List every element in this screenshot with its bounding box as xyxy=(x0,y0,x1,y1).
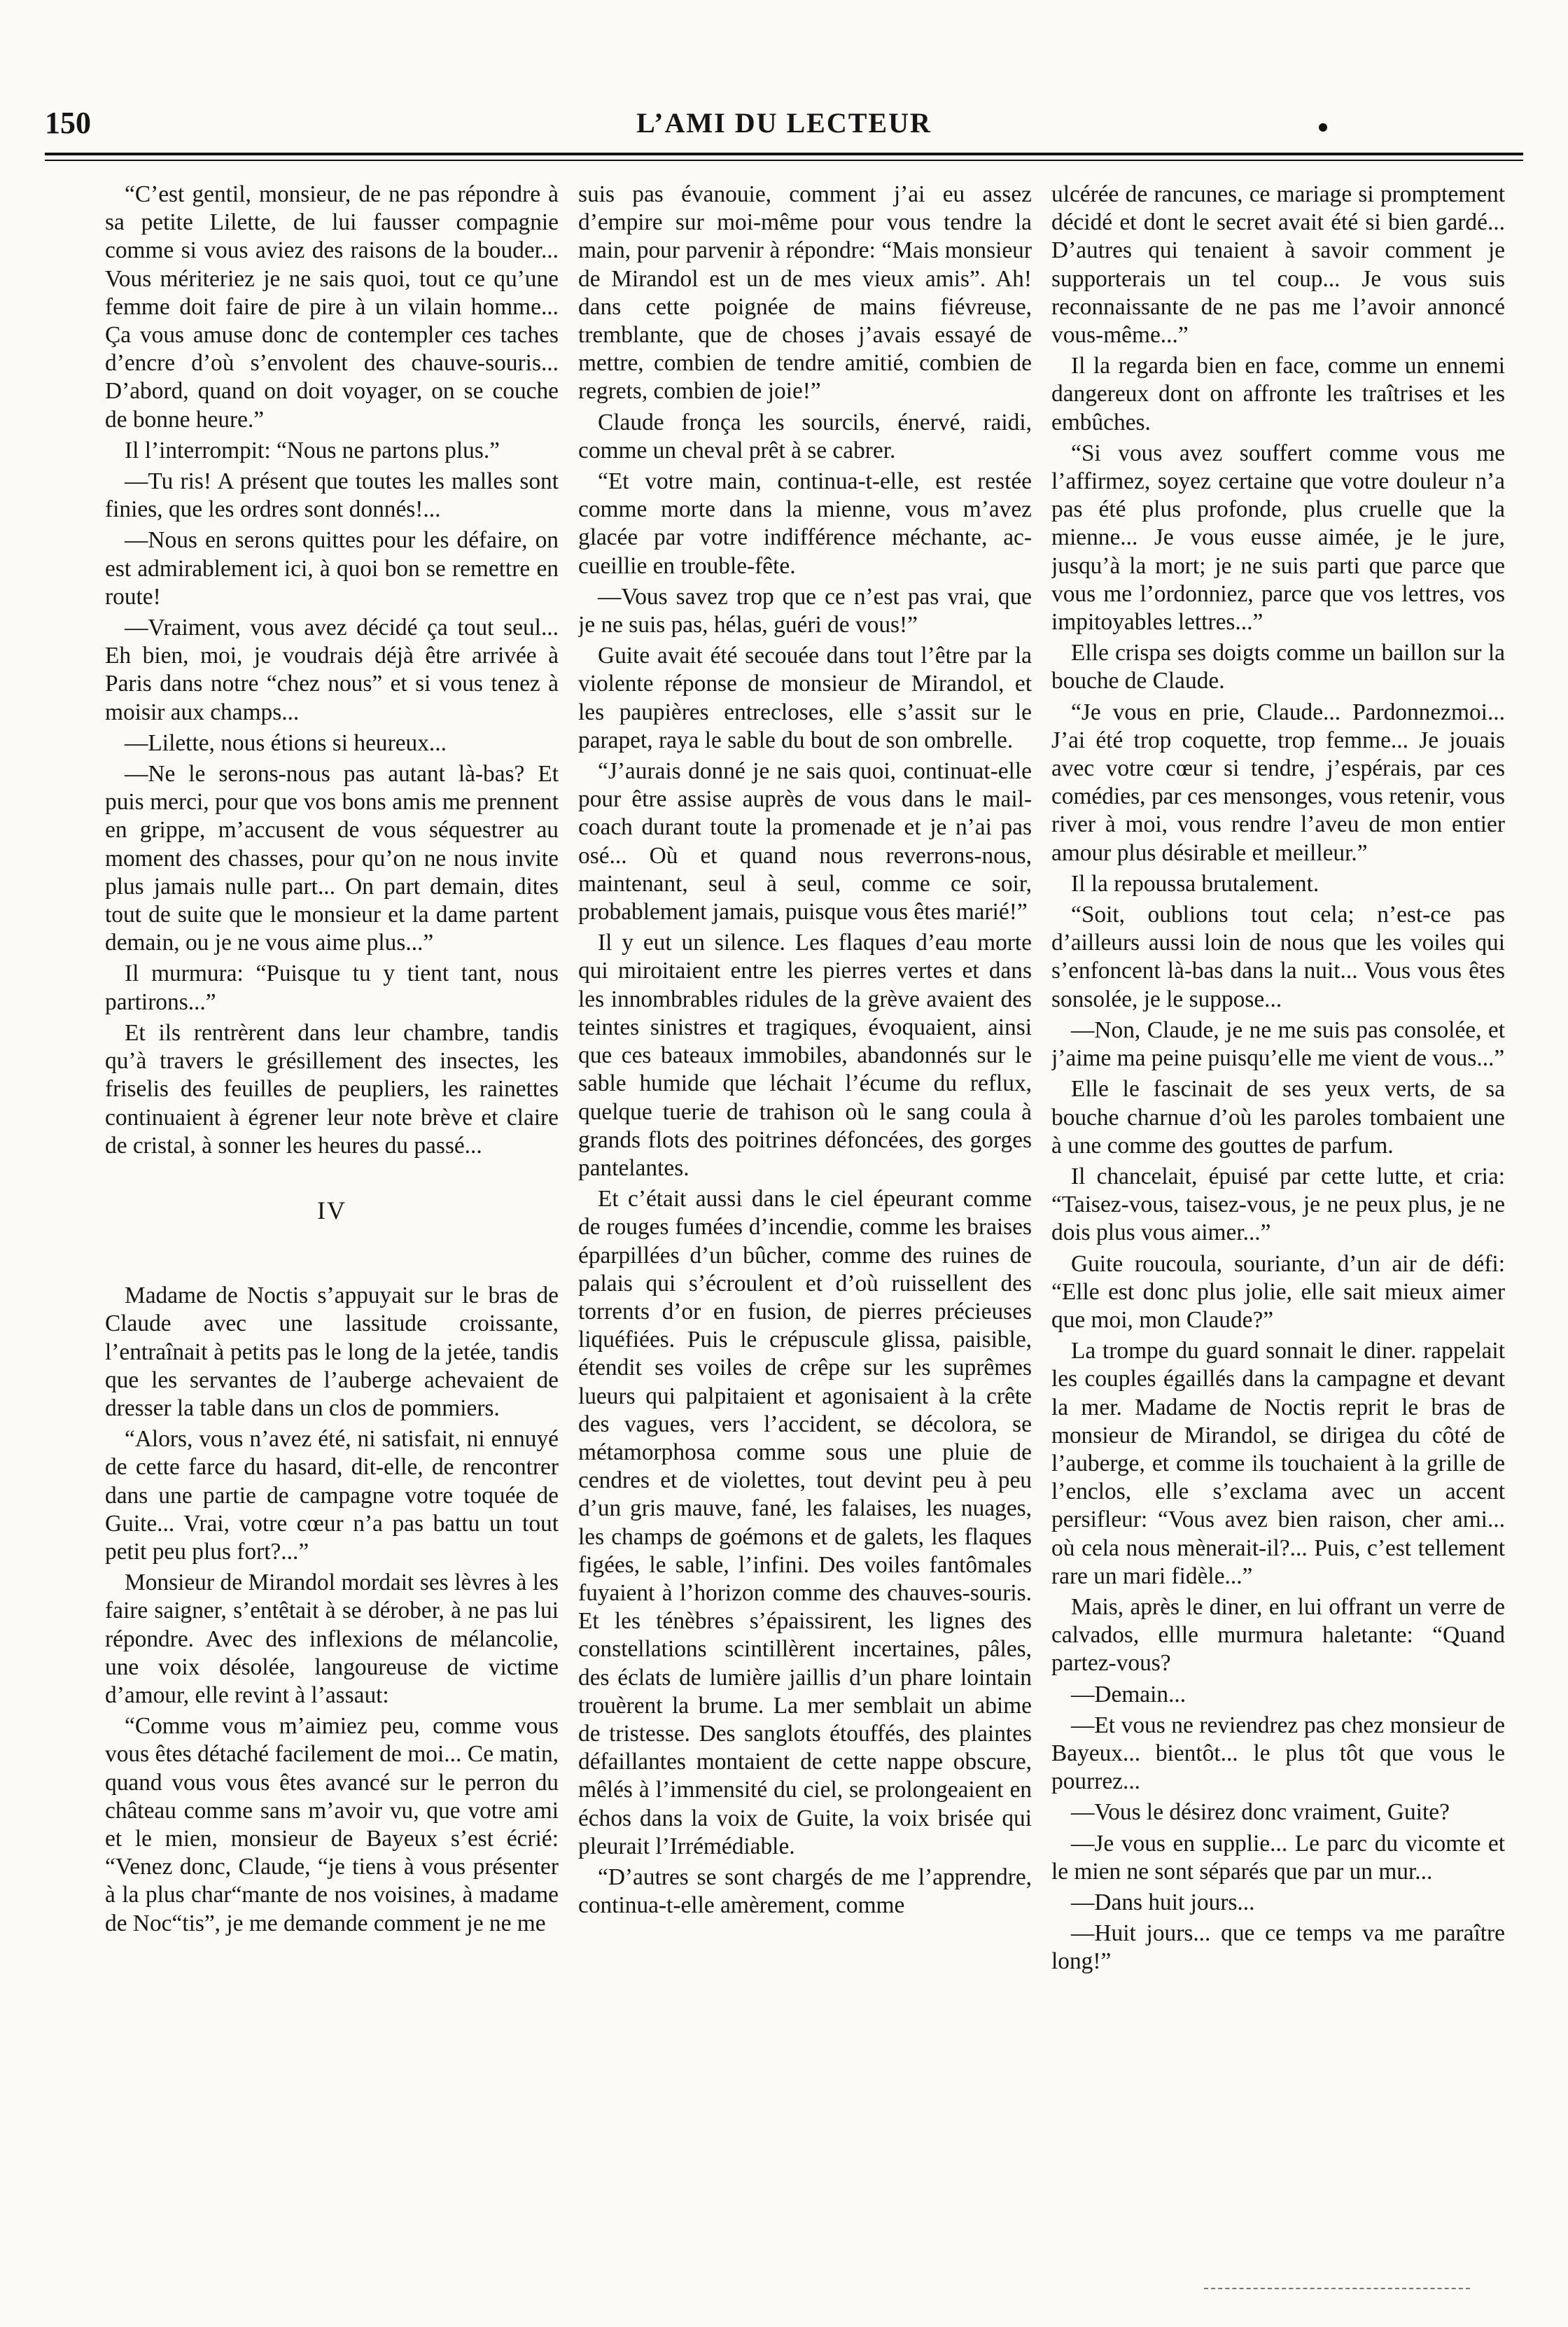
paragraph: suis pas évanouie, comment j’ai eu assez d’empire sur moi-même pour vous tendre la main, pour parvenir à répondre: “Mais monsieur de Mirandol est un de mes vieux amis”. Ah! dans cette poignée de mains fiévreuse, tremblante, que de choses j’avais essayé de mettre, combien de tendre amitié, combien de regrets, combien de joie!” xyxy=(578,181,1032,405)
paragraph: —Vraiment, vous avez décidé ça tout seul... Eh bien, moi, je voudrais déjà être arrivée à Paris dans notre “chez nous” et si vous tenez à moisir aux champs... xyxy=(105,615,559,725)
paragraph: —Je vous en supplie... Le parc du vicomte et le mien ne sont séparés que par un mur... xyxy=(1051,1830,1505,1885)
paragraph: “Et votre main, continua-t-elle, est restée comme morte dans la mienne, vous m’avez glacée par votre indifférence méchante, accueillie en trouble-fête. xyxy=(578,468,1032,579)
paragraph: ulcérée de rancunes, ce mariage si promptement décidé et dont le secret avait été si bien gardé... D’autres qui tenaient à savoir comment je supporterais un tel coup... Je vous suis reconnaissante de ne pas me l’avoir annoncé vous-même...” xyxy=(1051,181,1505,349)
column-1 xyxy=(105,181,559,2302)
paragraph: —Nous en serons quittes pour les défaire, on est admirablement ici, à quoi bon se remettre en route! xyxy=(105,527,559,610)
page-number: 150 xyxy=(45,106,91,140)
paragraph: Elle crispa ses doigts comme un baillon sur la bouche de Claude. xyxy=(1051,640,1505,694)
paragraph: Mais, après le diner, en lui offrant un verre de calvados, ellle murmura haletante: “Quand partez-vous? xyxy=(1051,1593,1505,1677)
paragraph: Monsieur de Mirandol mordait ses lèvres à les faire saigner, s’entêtait à se dérober, à ne pas lui répondre. Avec des inflexions de mélancolie, une voix désolée, langoureuse de victime d’amour, elle revint à l’assaut: xyxy=(105,1570,559,1708)
paragraph: “C’est gentil, monsieur, de ne pas répondre à sa petite Lilette, de lui fausser compagnie comme si vous aviez des raisons de la bouder... Vous mériteriez je ne sais quoi, tout ce qu’une femme doit faire de pire à un vilain homme... Ça vous amuse donc de contempler ces taches d’encre d’où s’envolent des chauve-souris... D’abord, quand on doit voyager, on se couche de bonne heure.” xyxy=(105,181,559,433)
paragraph: —Ne le serons-nous pas autant là-bas? Et puis merci, pour que vos bons amis me prennent en grippe, m’accusent de vous séquestrer au moment des chasses, pour qu’on ne nous invite plus jamais nulle part... On part demain, dites tout de suite que le monsieur et la dame partent demain, ou je ne vous aime plus...” xyxy=(105,761,559,956)
paragraph: —Dans huit jours... xyxy=(1071,1889,1255,1915)
paragraph: La trompe du guard sonnait le diner. rappelait les couples égaillés dans la campagne et devant la mer. Madame de Noctis reprit le bras de monsieur de Mirandol, se dirigea du côté de l’auberge, et comme ils touchaient à la grille de l’enclos, elle s’exclama avec un accent persifleur: “Vous avez bien raison, cher ami... où cela nous mènerait-il?... Puis, c’est tellement rare un mari fidèle...” xyxy=(1051,1338,1505,1589)
paragraph: “Alors, vous n’avez été, ni satisfait, ni ennuyé de cette farce du hasard, dit-elle, de rencontrer dans une partie de campagne votre toquée de Guite... Vrai, votre cœur n’a pas battu un tout petit peu plus fort?...” xyxy=(105,1426,559,1565)
paragraph: Elle le fascinait de ses yeux verts, de sa bouche charnue d’où les paroles tombaient une à une comme des gouttes de parfum. xyxy=(1051,1076,1505,1159)
paragraph: Claude fronça les sourcils, énervé, raidi, comme un cheval prêt à se cabrer. xyxy=(578,409,1032,463)
paragraph: —Huit jours... que ce temps va me paraître long!” xyxy=(1051,1920,1505,1975)
paragraph: —Lilette, nous étions si heureux... xyxy=(125,729,447,756)
paragraph: “D’autres se sont chargés de me l’apprendre, continua-t-elle amèrement, comme xyxy=(578,1864,1032,1919)
paragraph: Il l’interrompit: “Nous ne partons plus.” xyxy=(125,437,500,463)
paragraph: Guite roucoula, souriante, d’un air de défi: “Elle est donc plus jolie, elle sait mieux aimer que moi, mon Claude?” xyxy=(1051,1250,1505,1333)
paragraph: —Demain... xyxy=(1071,1681,1186,1707)
paragraph: Et ils rentrèrent dans leur chambre, tandis qu’à travers le grésillement des insectes, les friselis des feuilles de peupliers, les rainettes continuaient à égrener leur note brève et claire de cristal, à sonner les heures du passé... xyxy=(105,1019,559,1159)
paragraph: “Si vous avez souffert comme vous me l’affirmez, soyez certaine que votre douleur n’a pas été plus profonde, plus cruelle que la mienne... Je vous eusse aimée, je le jure, jusqu’à la mort; je ne suis parti que parce que vous me l’ordonniez, parce que vos lettres, vos impitoyables lettres...” xyxy=(1051,440,1505,636)
paragraph: Il chancelait, épuisé par cette lutte, et cria: “Taisez-vous, taisez-vous, je ne peux plus, je ne dois plus vous aimer...” xyxy=(1051,1163,1505,1246)
paragraph: Guite avait été secouée dans tout l’être par la violente réponse de monsieur de Mirandol, et les paupières entrecloses, elle s’assit sur le parapet, raya le sable du bout de son ombrelle. xyxy=(578,643,1032,753)
paragraph: —Vous le désirez donc vraiment, Guite? xyxy=(1071,1799,1450,1826)
column-2 xyxy=(578,181,1032,2302)
paragraph: Il la regarda bien en face, comme un ennemi dangereux dont on affronte les traîtrises et les embûches. xyxy=(1051,353,1505,435)
section-heading: IV xyxy=(317,1196,346,1224)
text-columns xyxy=(105,181,1505,2309)
journal-title: L’AMI DU LECTEUR xyxy=(636,107,932,139)
header-rule-thick xyxy=(45,153,1523,155)
paragraph: Il murmura: “Puisque tu y tient tant, nous partirons...” xyxy=(105,960,559,1015)
paragraph: “Je vous en prie, Claude... Pardonnezmoi... J’ai été trop coquette, trop femme... Je jouais avec votre cœur si tendre, j’espérais, par ces comédies, par ces mensonges, vous retenir, vous river à moi, vous rendre l’aveu de mon entier amour plus désirable et meilleur.” xyxy=(1051,699,1505,866)
bottom-rule xyxy=(1204,2288,1470,2289)
paragraph: —Et vous ne reviendrez pas chez monsieur de Bayeux... bientôt... le plus tôt que vous le pourrez... xyxy=(1051,1712,1505,1795)
paragraph: Il la repoussa brutalement. xyxy=(1071,870,1320,897)
paragraph: Il y eut un silence. Les flaques d’eau morte qui miroitaient entre les pierres vertes et dans les innombrables ridules de la grève avaient des teintes sinistres et tragiques, évoquaient, ainsi que ces bateaux immobiles, abandonnés sur le sable humide que léchait l’écume du reflux, quelque tuerie de trahison où le sang coula à grands flots des poitrines défoncées, des gorges pantelantes. xyxy=(578,930,1032,1181)
paragraph: Et c’était aussi dans le ciel épeurant comme de rouges fumées d’incendie, comme les braises éparpillées d’un bûcher, comme des ruines de palais qui s’écroulent et d’où ruissellent des torrents d’or en fusion, de pierres précieuses liquéfiées. Puis le crépuscule glissa, paisible, étendit ses voiles de crêpe sur les suprêmes lueurs qui palpitaient et agonisaient à la crête des vagues, vers l’accident, se décolora, se métamorphosa comme sous une pluie de cendres et de violettes, tout devint peu à peu d’un gris mauve, fané, les falaises, les nuages, les champs de goémons et de galets, les flaques figées, le sable, l’infini. Des voiles fantômales fuyaient à l’horizon comme des chauves-souris. Et les ténèbres s’épaissirent, les lignes des constellations scintillèrent incertaines, pâles, des éclats de lumière jaillis d’un phare lointain trouèrent la brume. La mer semblait un abime de tristesse. Des sanglots étouffés, des plaintes défaillantes montaient de cette nappe obscure, mêlés à l’immensité du ciel, se prolongeaient en échos dans la voix de Guite, la voix brisée qui pleurait l’Irrémédiable. xyxy=(578,1186,1032,1859)
paragraph: “Soit, oublions tout cela; n’est-ce pas d’ailleurs aussi loin de nous que les voiles qui s’enfoncent là-bas dans la nuit... Vous vous êtes sonsolée, je le suppose... xyxy=(1051,902,1505,1012)
bullet-ornament xyxy=(1319,123,1327,132)
column-3 xyxy=(1051,181,1505,2302)
paragraph: Madame de Noctis s’appuyait sur le bras de Claude avec une lassitude croissante, l’entraînait à petits pas le long de la jetée, tandis que les servantes de l’auberge achevaient de dresser la table dans un clos de pommiers. xyxy=(105,1283,559,1421)
paragraph: —Vous savez trop que ce n’est pas vrai, que je ne suis pas, hélas, guéri de vous!” xyxy=(578,583,1032,638)
paragraph: “J’aurais donné je ne sais quoi, continuat-elle pour être assise auprès de vous dans le mail-coach durant toute la promenade et je n’ai pas osé... Où et quand nous reverrons-nous, maintenant, seul à seul, comme ce soir, probablement jamais, puisque vous êtes marié!” xyxy=(578,758,1032,925)
paragraph: —Non, Claude, je ne me suis pas consolée, et j’aime ma peine puisqu’elle me vient de vous...” xyxy=(1051,1016,1505,1072)
header-rule-thin xyxy=(45,160,1523,161)
paragraph: —Tu ris! A présent que toutes les malles sont finies, que les ordres sont donnés!... xyxy=(105,468,559,523)
paragraph: “Comme vous m’aimiez peu, comme vous vous êtes détaché facilement de moi... Ce matin, quand vous vous êtes avancé sur le perron du château comme sans m’avoir vu, que votre ami et le mien, monsieur de Bayeux s’est écrié: “Venez donc, Claude, “je tiens à vous présenter à la plus char“mante de nos voisines, à madame de Noc“tis”, je me demande comment je ne me xyxy=(105,1713,559,1936)
page-header xyxy=(45,105,1523,147)
